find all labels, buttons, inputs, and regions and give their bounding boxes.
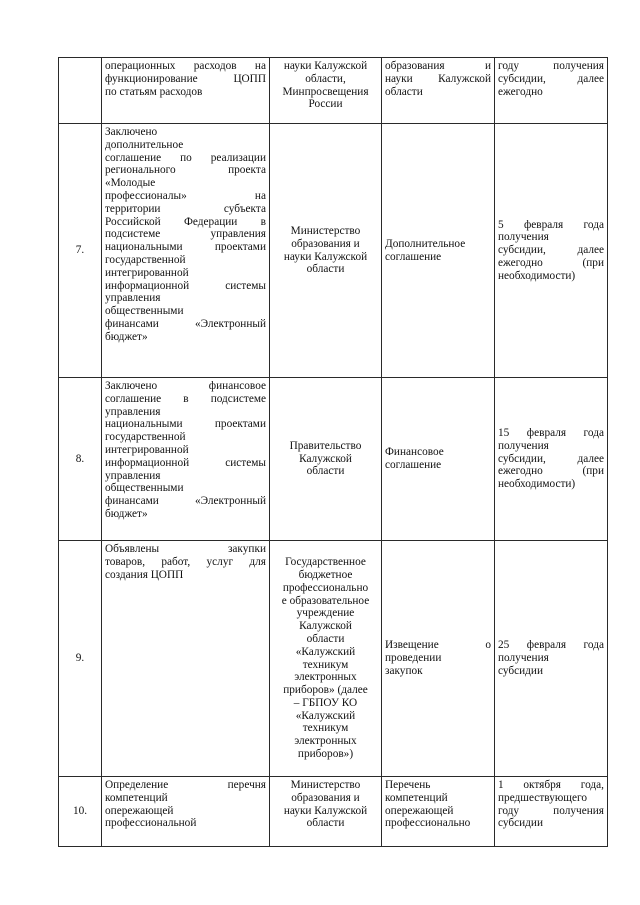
row-number-cell [59,124,102,378]
document-type-cell-line: компетенций [385,791,448,804]
responsible-cell-line: области [306,465,345,478]
event-description-cell-line: государственной [105,253,186,266]
plan-table-body [59,58,608,847]
deadline-cell [495,777,608,847]
table-row [59,541,608,777]
document-type-cell-line: Дополнительное [385,237,466,250]
document-type-cell [382,541,495,777]
event-description-cell [102,777,270,847]
table-row [59,124,608,378]
responsible-cell-line: Калужской [299,452,352,465]
deadline-cell-line: 1 октября года, [498,779,604,791]
event-description-cell-line: финансами «Электронный [105,495,266,508]
responsible-cell-line: бюджетное [298,568,353,581]
responsible-cell-line: науки Калужской [283,60,368,72]
document-type-cell-line: Извещение о [385,639,491,652]
table-row [59,58,608,124]
responsible-cell-line: России [308,98,343,111]
deadline-cell-line: необходимости) [498,478,576,491]
event-description-cell-line: государственной [105,431,186,444]
event-description-cell-line: опережающей [105,804,174,817]
deadline-cell-line: субсидии [498,817,544,830]
row-number-cell-text: 8. [75,452,85,465]
responsible-cell-line: приборов» (далее [283,684,368,697]
responsible-cell-line: Министерство [290,779,361,791]
deadline-cell [495,58,608,124]
event-description-cell-line: бюджет» [105,507,148,520]
responsible-cell-line: образования и [291,791,360,804]
responsible-cell-line: Калужской [299,620,352,633]
responsible-cell-line: Правительство [289,439,362,452]
responsible-cell-line: науки Калужской [283,804,368,817]
event-description-cell-line: управления [105,469,161,482]
responsible-cell-line: учреждение [296,607,355,620]
responsible-cell-line: – ГБПОУ КО [293,696,358,709]
deadline-cell-line: субсидии, далее [498,72,604,85]
document-type-cell-line: Финансовое [385,446,444,459]
event-description-cell-line: управления [105,292,161,305]
deadline-cell-line: предшествующего [498,791,588,804]
event-description-cell-line: профессиональной [105,817,197,830]
event-description-cell-line: общественными [105,482,184,495]
row-number-cell [59,58,102,124]
deadline-cell [495,378,608,541]
document-type-cell-line: профессионально [385,817,471,830]
document-type-cell-line: закупок [385,664,423,677]
deadline-cell [495,124,608,378]
responsible-cell-line: науки Калужской [283,250,368,263]
event-description-cell-line: подсистеме управления [105,228,266,241]
table-row [59,777,608,847]
event-description-cell-line: Заключено финансовое [105,380,266,392]
responsible-cell [270,124,382,378]
document-type-cell [382,777,495,847]
event-description-cell-line: соглашение по реализации [105,151,266,164]
deadline-cell-line: субсидии, далее [498,244,604,257]
responsible-cell-line: техникум [302,722,349,735]
event-description-cell-line: компетенций [105,791,168,804]
event-description-cell-line: территории субъекта [105,202,266,215]
document-type-cell-line: соглашение [385,250,442,263]
event-description-cell-line: регионального проекта [105,164,266,177]
responsible-cell-line: Минпросвещения [282,85,369,98]
event-description-cell-line: управления [105,405,161,418]
responsible-cell-line: приборов») [297,748,354,761]
event-description-cell-line: интегрированной [105,266,189,279]
responsible-cell-line: области [306,817,345,830]
event-description-cell-line: «Молодые [105,177,156,190]
document-type-cell [382,124,495,378]
responsible-cell [270,378,382,541]
deadline-cell-line: ежегодно [498,85,543,98]
responsible-cell-line: области, [305,72,346,85]
responsible-cell-line: профессионально [282,581,369,594]
responsible-cell-line: «Калужский [295,709,356,722]
event-description-cell-line: функционирование ЦОПП [105,72,266,85]
event-description-cell-line: товаров, работ, услуг для [105,555,266,568]
document-type-cell-line: соглашение [385,459,442,471]
document-type-cell-line: проведении [385,652,442,665]
event-description-cell [102,378,270,541]
row-number-cell [59,378,102,541]
responsible-cell-line: электронных [294,735,357,748]
event-description-cell-line: операционных расходов на [105,60,266,72]
responsible-cell [270,777,382,847]
row-number-cell-text: 7. [75,244,85,257]
deadline-cell-line: ежегодно (при [498,256,604,269]
event-description-cell-line: Заключено [105,126,158,138]
responsible-cell-line: образования и [291,237,360,250]
row-number-cell-text: 9. [75,652,85,665]
event-description-cell-line: Определение перечня [105,779,266,791]
event-description-cell-line: национальными проектами [105,241,266,254]
table-row [59,378,608,541]
event-description-cell [102,124,270,378]
event-description-cell-line: по статьям расходов [105,85,203,98]
responsible-cell-line: Государственное [285,556,366,569]
responsible-cell-line: «Калужский [295,645,356,658]
event-description-cell-line: информационной системы [105,456,266,469]
deadline-cell-line: 5 февраля года [498,218,604,231]
event-description-cell-line: Российской Федерации в [105,215,266,228]
responsible-cell-line: Министерство [290,224,361,237]
event-description-cell-line: бюджет» [105,330,148,343]
deadline-cell-line: году получения [498,60,604,72]
event-description-cell-line: соглашение в подсистеме [105,392,266,405]
responsible-cell [270,58,382,124]
event-description-cell-line: профессионалы» на [105,189,266,202]
deadline-cell-line: 15 февраля года [498,427,604,439]
document-type-cell-line: опережающей [385,804,454,817]
deadline-cell-line: году получения [498,804,604,817]
event-description-cell-line: информационной системы [105,279,266,292]
event-description-cell-line: создания ЦОПП [105,568,184,581]
deadline-cell-line: получения [498,652,549,665]
row-number-cell-text: 10. [72,805,88,818]
deadline-cell [495,541,608,777]
deadline-cell-line: субсидии [498,664,544,677]
event-description-cell-line: финансами «Электронный [105,317,266,330]
responsible-cell [270,541,382,777]
deadline-cell-line: получения [498,231,549,244]
row-number-cell [59,777,102,847]
document-type-cell-line: образования и [385,60,491,72]
responsible-cell-line: электронных [294,671,357,684]
plan-table [58,57,608,847]
deadline-cell-line: получения [498,439,549,452]
document-type-cell-line: области [385,85,423,98]
document-type-cell-line: Перечень [385,779,431,791]
deadline-cell-line: 25 февраля года [498,639,604,652]
event-description-cell [102,58,270,124]
event-description-cell-line: дополнительное [105,138,184,151]
responsible-cell-line: области [306,632,345,645]
row-number-cell [59,541,102,777]
document-type-cell [382,378,495,541]
deadline-cell-line: необходимости) [498,269,576,282]
document-type-cell-line: науки Калужской [385,72,491,85]
responsible-cell-line: е образовательное [281,594,370,607]
event-description-cell-line: национальными проектами [105,418,266,431]
document-type-cell [382,58,495,124]
responsible-cell-line: области [306,263,345,276]
deadline-cell-line: ежегодно (при [498,465,604,478]
event-description-cell-line: интегрированной [105,443,189,456]
deadline-cell-line: субсидии, далее [498,452,604,465]
event-description-cell-line: общественными [105,305,184,318]
responsible-cell-line: техникум [302,658,349,671]
event-description-cell [102,541,270,777]
event-description-cell-line: Объявлены закупки [105,543,266,555]
